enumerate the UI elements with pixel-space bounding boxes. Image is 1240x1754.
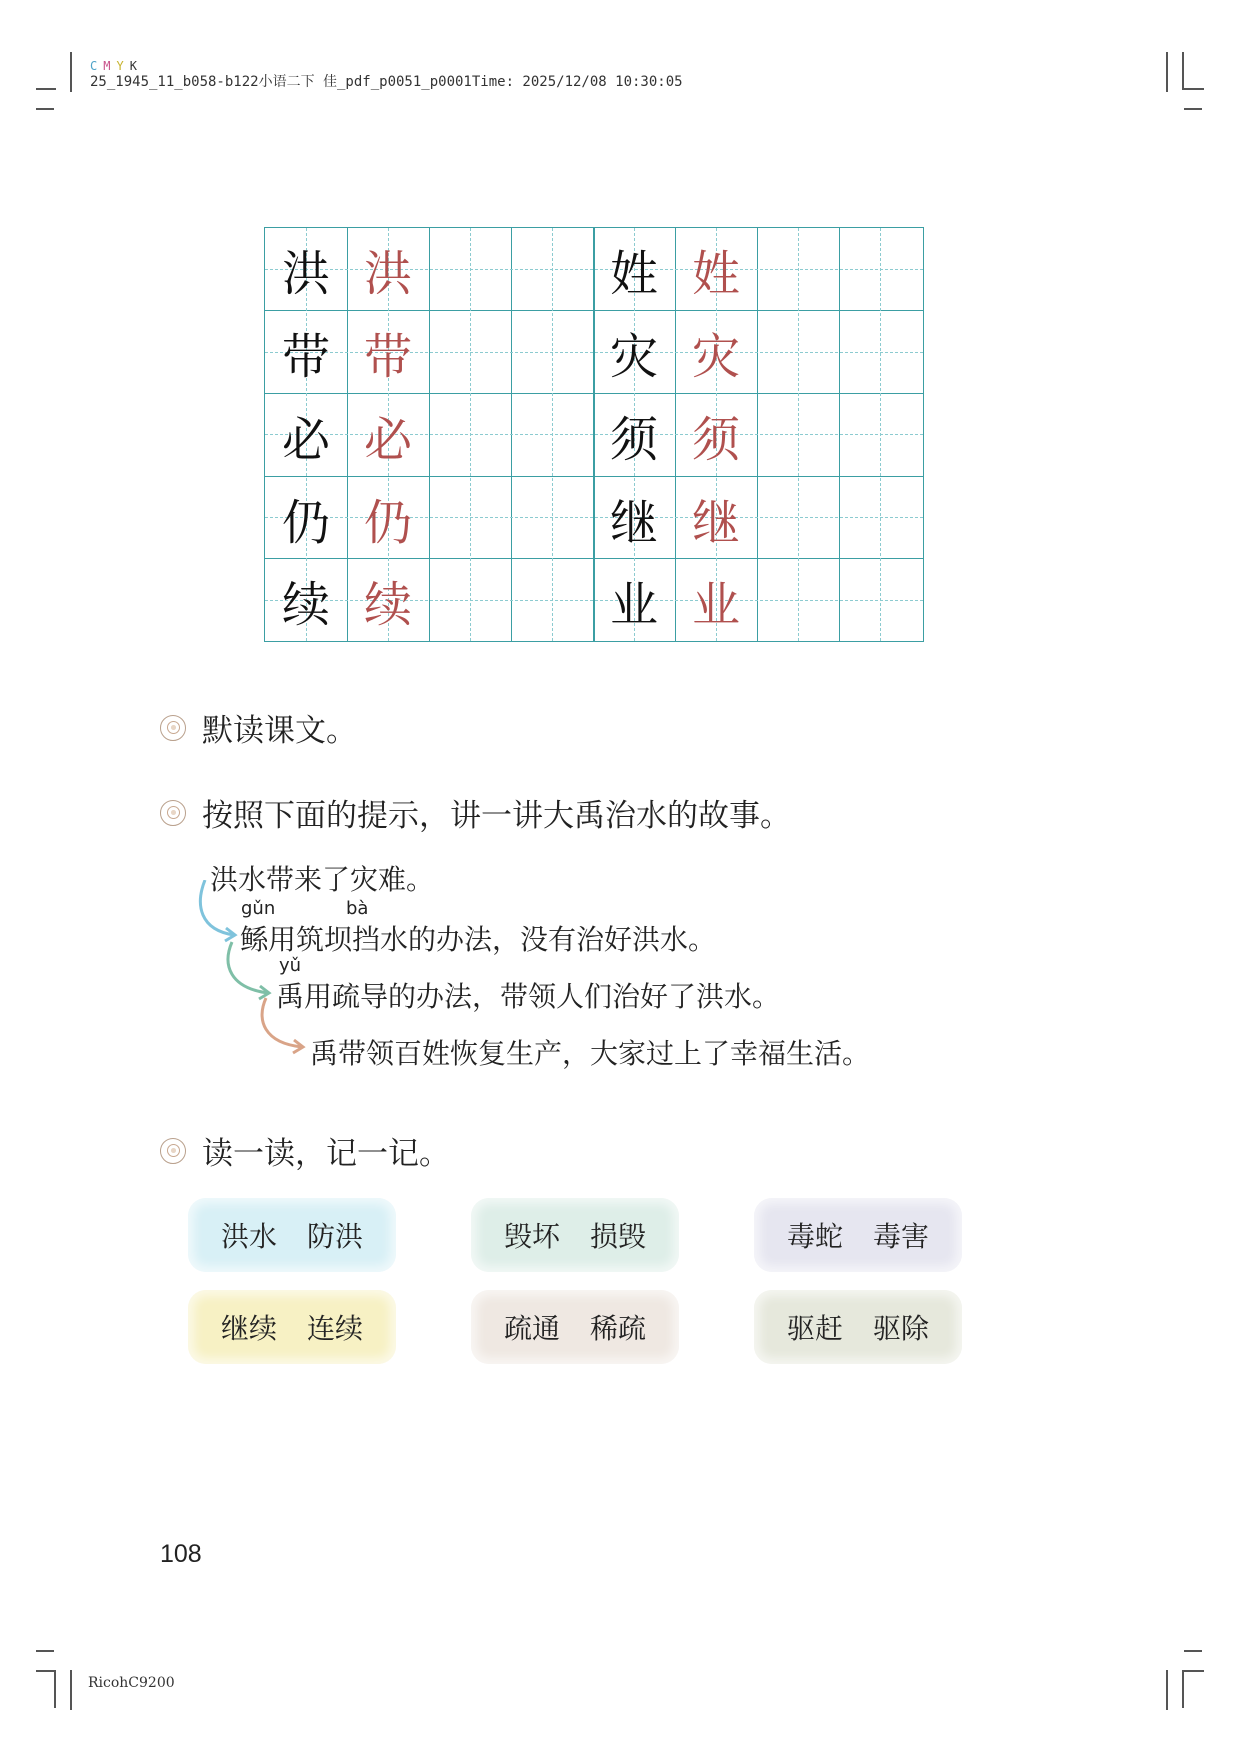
section-title: 默读课文。 bbox=[202, 713, 357, 749]
crop-mark bbox=[1182, 1670, 1184, 1708]
word: 毁坏 bbox=[503, 1220, 560, 1253]
section-retell-story bbox=[160, 790, 791, 835]
word-chip bbox=[188, 1198, 396, 1272]
grid-char-trace: 业 bbox=[691, 577, 740, 633]
grid-char-model: 业 bbox=[609, 577, 658, 633]
crop-mark bbox=[36, 1670, 56, 1672]
flower-bullet-icon bbox=[160, 800, 186, 826]
word: 损毁 bbox=[589, 1220, 646, 1253]
pinyin-gun: gǔn bbox=[241, 898, 276, 919]
grid-char-trace: 须 bbox=[691, 412, 740, 468]
grid-char-model: 续 bbox=[281, 577, 330, 633]
word: 稀疏 bbox=[589, 1312, 646, 1345]
grid-char-model: 姓 bbox=[609, 246, 658, 302]
crop-mark bbox=[36, 108, 54, 110]
crop-mark bbox=[1166, 52, 1168, 92]
crop-mark bbox=[70, 1670, 72, 1710]
word: 防洪 bbox=[306, 1220, 363, 1253]
printer-slug: RicohC9200 bbox=[88, 1675, 175, 1691]
section-silent-reading bbox=[160, 705, 357, 750]
page-number: 108 bbox=[160, 1540, 202, 1568]
writing-grid bbox=[264, 227, 924, 642]
grid-char-model: 仍 bbox=[281, 495, 330, 551]
crop-mark bbox=[36, 1650, 54, 1652]
grid-char-model: 须 bbox=[609, 412, 658, 468]
grid-char-model: 灾 bbox=[609, 329, 658, 385]
story-step-4: 禹带领百姓恢复生产，大家过上了幸福生活。 bbox=[310, 1037, 871, 1070]
section-read-remember bbox=[160, 1128, 450, 1173]
word-chip bbox=[188, 1290, 396, 1364]
word: 洪水 bbox=[220, 1220, 277, 1253]
word: 毒蛇 bbox=[786, 1220, 843, 1253]
crop-mark bbox=[36, 88, 56, 90]
crop-mark bbox=[1166, 1670, 1168, 1710]
cmyk-marks bbox=[90, 58, 683, 74]
word: 驱除 bbox=[872, 1312, 929, 1345]
word-chips bbox=[188, 1198, 968, 1368]
word: 继续 bbox=[220, 1312, 277, 1345]
grid-char-trace: 仍 bbox=[363, 495, 412, 551]
print-slug bbox=[90, 58, 683, 90]
flower-bullet-icon bbox=[160, 1138, 186, 1164]
story-step-1: 洪水带来了灾难。 bbox=[210, 863, 435, 896]
grid-char-model: 带 bbox=[281, 329, 330, 385]
word-chip bbox=[471, 1290, 679, 1364]
cmyk-c: C bbox=[90, 59, 104, 73]
story-step-2: 鲧用筑坝挡水的办法，没有治好洪水。 bbox=[240, 923, 717, 956]
flower-bullet-icon bbox=[160, 715, 186, 741]
grid-char-trace: 洪 bbox=[363, 246, 412, 302]
grid-char-trace: 继 bbox=[691, 495, 740, 551]
section-title: 读一读，记一记。 bbox=[202, 1136, 450, 1172]
story-step-3: 禹用疏导的办法，带领人们治好了洪水。 bbox=[276, 980, 781, 1013]
job-line: 25_1945_11_b058-b122小语二下 佳_pdf_p0051_p0001Time: 2025/12/08 10:30:05 bbox=[90, 74, 683, 90]
crop-mark bbox=[1182, 52, 1184, 90]
word-chip bbox=[754, 1198, 962, 1272]
pinyin-yu: yǔ bbox=[279, 955, 302, 976]
word: 驱赶 bbox=[786, 1312, 843, 1345]
crop-mark bbox=[70, 52, 72, 92]
crop-mark bbox=[1184, 1650, 1202, 1652]
grid-char-model: 继 bbox=[609, 495, 658, 551]
crop-mark bbox=[1184, 108, 1202, 110]
grid-char-trace: 必 bbox=[363, 412, 412, 468]
pinyin-ba: bà bbox=[346, 898, 369, 919]
crop-mark bbox=[1182, 1670, 1204, 1672]
word-chip bbox=[754, 1290, 962, 1364]
grid-char-trace: 带 bbox=[363, 329, 412, 385]
crop-mark bbox=[54, 1670, 56, 1708]
cmyk-k: K bbox=[129, 59, 143, 73]
cmyk-m: M bbox=[103, 59, 117, 73]
grid-char-model: 必 bbox=[281, 412, 330, 468]
crop-mark bbox=[1182, 88, 1204, 90]
word-chip bbox=[471, 1198, 679, 1272]
word: 连续 bbox=[306, 1312, 363, 1345]
section-title: 按照下面的提示，讲一讲大禹治水的故事。 bbox=[202, 798, 791, 834]
grid-char-trace: 续 bbox=[363, 577, 412, 633]
grid-char-trace: 灾 bbox=[691, 329, 740, 385]
word: 毒害 bbox=[872, 1220, 929, 1253]
grid-char-trace: 姓 bbox=[691, 246, 740, 302]
word: 疏通 bbox=[503, 1312, 560, 1345]
grid-char-model: 洪 bbox=[281, 246, 330, 302]
cmyk-y: Y bbox=[116, 59, 130, 73]
